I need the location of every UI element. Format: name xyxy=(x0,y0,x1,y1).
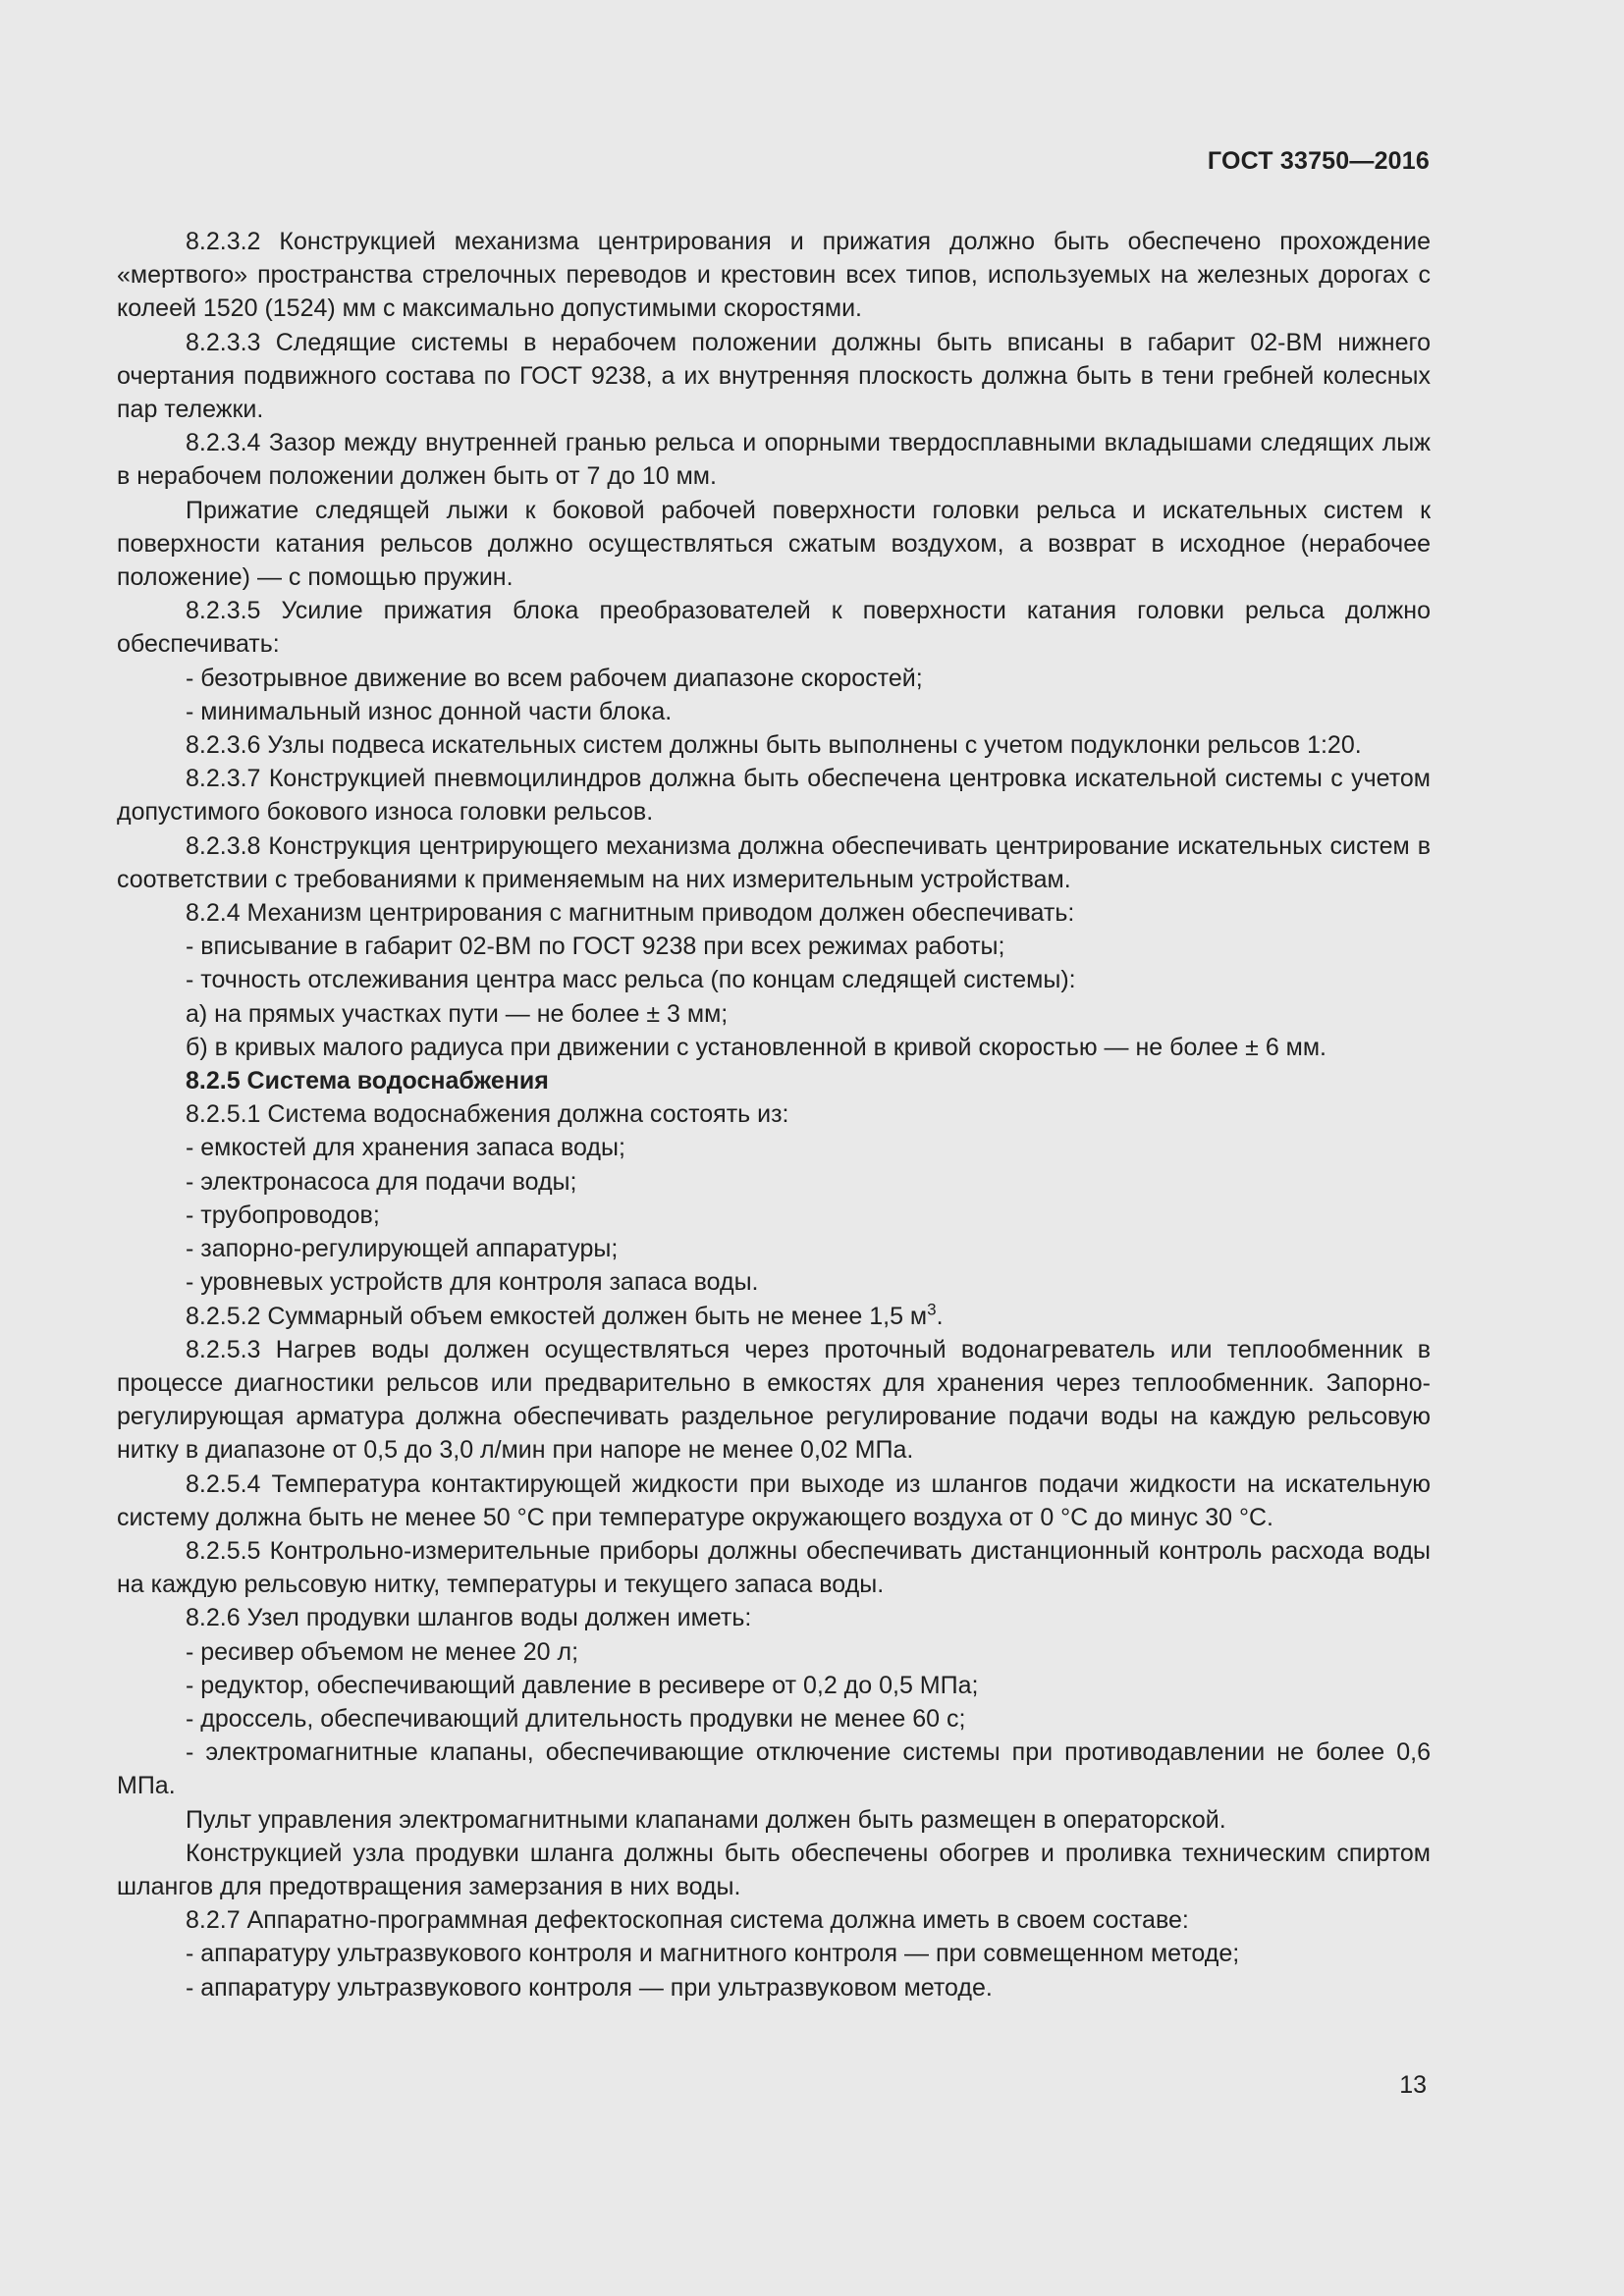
paragraph: Конструкцией узла продувки шланга должны быть обеспечены обогрев и проливка техническим спиртом шлангов для предотвращения замерзания в них воды. xyxy=(117,1839,1431,1900)
list-item: - трубопроводов; xyxy=(186,1201,380,1229)
paragraph: 8.2.5.3 Нагрев воды должен осуществляться через проточный водонагреватель или теплообменник в процессе диагностики рельсов или предварительно в емкостях для хранения через теплообменник. Запорно-регулирующая арматура должна обеспечивать раздельное регулирование подачи воды на каждую рельсовую нитку в диапазоне от 0,5 до 3,0 л/мин при напоре не менее 0,02 МПа. xyxy=(117,1335,1431,1465)
list-item: - дроссель, обеспечивающий длительность продувки не менее 60 с; xyxy=(186,1704,966,1733)
list-item: - аппаратуру ультразвукового контроля — при ультразвуковом методе. xyxy=(186,1973,993,2002)
paragraph: 8.2.5.5 Контрольно-измерительные приборы должны обеспечивать дистанционный контроль расхода воды на каждую рельсовую нитку, температуры и текущего запаса воды. xyxy=(117,1536,1431,1599)
list-item: - безотрывное движение во всем рабочем диапазоне скоростей; xyxy=(186,664,923,692)
document-body xyxy=(117,225,1431,2004)
paragraph: 8.2.3.8 Конструкция центрирующего механизма должна обеспечивать центрирование искательных систем в соответствии с требованиями к применяемым на них измерительным устройствам. xyxy=(117,831,1431,893)
list-item: - минимальный износ донной части блока. xyxy=(186,697,673,725)
section-heading: 8.2.5 Система водоснабжения xyxy=(186,1067,549,1095)
paragraph: 8.2.5.1 Система водоснабжения должна состоять из: xyxy=(186,1100,789,1129)
list-item: б) в кривых малого радиуса при движении с установленной в кривой скоростью — не более ± 6 мм. xyxy=(186,1033,1326,1061)
list-item: - электромагнитные клапаны, обеспечивающие отключение системы при противодавлении не более 0,6 МПа. xyxy=(117,1738,1431,1800)
paragraph: 8.2.5.2 Суммарный объем емкостей должен быть не менее 1,5 $м^3$. xyxy=(186,1300,944,1330)
paragraph: 8.2.3.5 Усилие прижатия блока преобразователей к поверхности катания головки рельса должно обеспечивать: xyxy=(117,597,1431,659)
list-item: - емкостей для хранения запаса воды; xyxy=(186,1134,625,1162)
list-item: а) на прямых участках пути — не более ± 3 мм; xyxy=(186,999,729,1028)
paragraph: 8.2.3.7 Конструкцией пневмоцилиндров должна быть обеспечена центровка искательной системы с учетом допустимого бокового износа головки рельсов. xyxy=(117,765,1431,827)
list-item: - электронасоса для подачи воды; xyxy=(186,1167,577,1196)
paragraph: 8.2.6 Узел продувки шлангов воды должен иметь: xyxy=(186,1604,752,1632)
list-item: - запорно-регулирующей аппаратуры; xyxy=(186,1235,619,1263)
list-item: - вписывание в габарит 02-ВМ по ГОСТ 9238 при всех режимах работы; xyxy=(186,933,1005,961)
superscript: 3 xyxy=(927,1300,937,1319)
page-number: 13 xyxy=(1399,2071,1427,2099)
paragraph: 8.2.3.3 Следящие системы в нерабочем положении должны быть вписаны в габарит 02-ВМ нижнего очертания подвижного состава по ГОСТ 9238, а их внутренняя плоскость должна быть в тени гребней колесных пар тележки. xyxy=(117,328,1431,424)
list-item: - уровневых устройств для контроля запаса воды. xyxy=(186,1268,759,1297)
paragraph: 8.2.7 Аппаратно-программная дефектоскопная система должна иметь в своем составе: xyxy=(186,1906,1189,1935)
list-item: - редуктор, обеспечивающий давление в ресивере от 0,2 до 0,5 МПа; xyxy=(186,1671,979,1699)
list-item: - точность отслеживания центра масс рельса (по концам следящей системы): xyxy=(186,966,1076,994)
list-item: - аппаратуру ультразвукового контроля и магнитного контроля — при совмещенном методе; xyxy=(186,1940,1240,1968)
paragraph: 8.2.3.6 Узлы подвеса искательных систем должны быть выполнены с учетом подуклонки рельсов 1:20. xyxy=(186,731,1362,760)
list-item: - ресивер объемом не менее 20 л; xyxy=(186,1637,579,1666)
paragraph: Пульт управления электромагнитными клапанами должен быть размещен в операторской. xyxy=(186,1805,1226,1834)
paragraph: Прижатие следящей лыжи к боковой рабочей поверхности головки рельса и искательных систем к поверхности катания рельсов должно осуществляться сжатым воздухом, а возврат в исходное (нерабочее положение) — с помощью пружин. xyxy=(117,496,1431,592)
paragraph: 8.2.5.4 Температура контактирующей жидкости при выходе из шлангов подачи жидкости на искательную систему должна быть не менее 50 °С при температуре окружающего воздуха от 0 °С до минус 30 °С. xyxy=(117,1469,1431,1531)
paragraph: 8.2.4 Механизм центрирования с магнитным приводом должен обеспечивать: xyxy=(186,899,1075,928)
paragraph: 8.2.3.4 Зазор между внутренней гранью рельса и опорными твердосплавными вкладышами следящих лыж в нерабочем положении должен быть от 7 до 10 мм. xyxy=(117,429,1431,491)
paragraph: 8.2.3.2 Конструкцией механизма центрирования и прижатия должно быть обеспечено прохождение «мертвого» пространства стрелочных переводов и крестовин всех типов, используемых на железных дорогах с колеей 1520 (1524) мм с максимально допустимыми скоростями. xyxy=(117,228,1431,323)
document-standard-header: ГОСТ 33750—2016 xyxy=(1207,147,1430,175)
